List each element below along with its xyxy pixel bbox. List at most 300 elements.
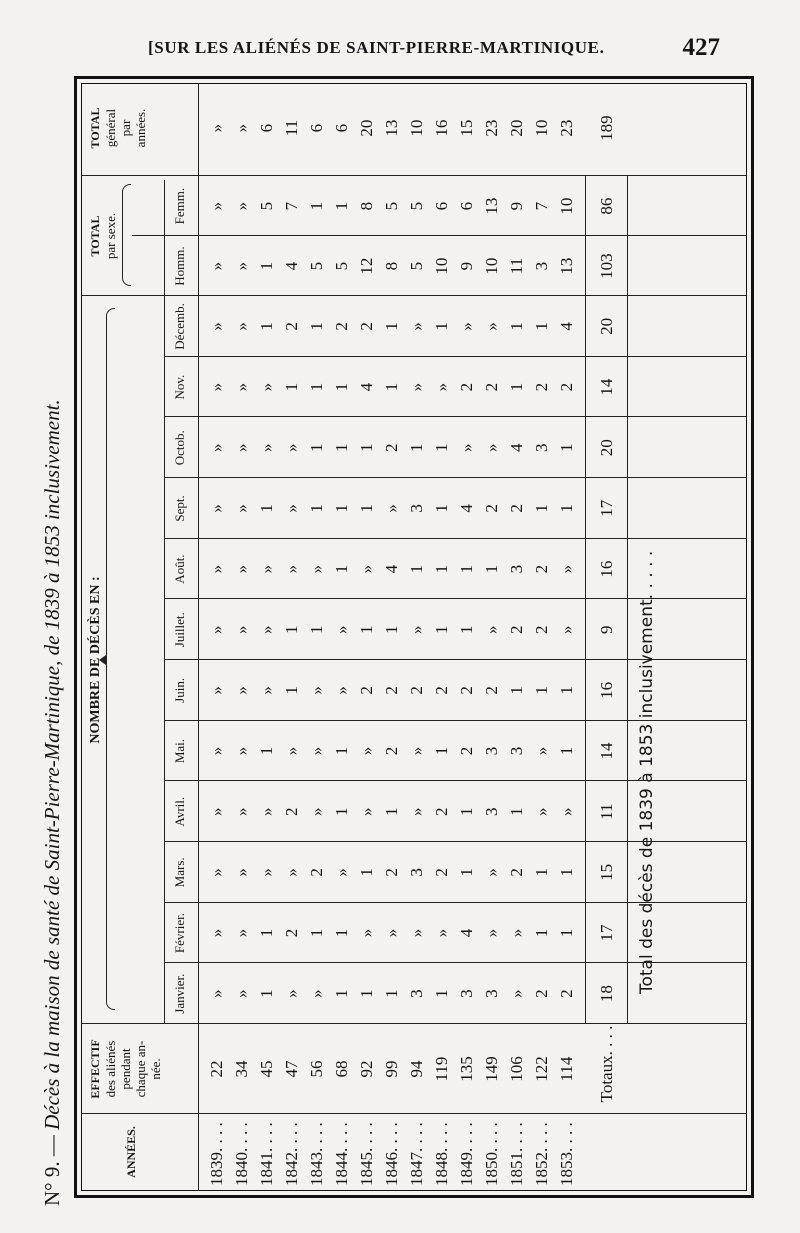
cell-month: 2 — [432, 807, 451, 816]
cell-month: 2 — [282, 928, 301, 938]
cell-year: 1848. . . . — [432, 1122, 451, 1186]
cell-month: » — [282, 746, 301, 756]
cell-femm: 5 — [382, 201, 401, 211]
total-month: 14 — [597, 742, 616, 760]
cell-month: » — [257, 686, 276, 695]
cell-month: » — [332, 625, 351, 634]
cell-effectif: 34 — [232, 1060, 251, 1078]
cell-month: 3 — [407, 504, 426, 513]
cell-month: » — [207, 989, 226, 998]
header-sex-line: TOTAL — [88, 215, 102, 257]
cell-month: 1 — [282, 686, 301, 695]
cell-femm: 7 — [282, 201, 301, 211]
cell-femm: 13 — [482, 197, 501, 215]
header-total-line: années. — [133, 108, 148, 148]
total-month: 9 — [597, 625, 616, 634]
table-frame — [74, 76, 754, 1198]
cell-month: » — [482, 928, 501, 938]
cell-year: 1842. . . . — [282, 1122, 301, 1186]
table-number: N° 9. — — [40, 1135, 64, 1206]
cell-month: 2 — [532, 625, 551, 634]
cell-total: » — [232, 123, 251, 133]
cell-month: 1 — [307, 322, 326, 331]
cell-month: 1 — [307, 382, 326, 392]
cell-month: 2 — [457, 686, 476, 695]
total-month: 16 — [597, 681, 616, 699]
cell-month: » — [532, 807, 551, 816]
total-month: 11 — [597, 803, 616, 820]
cell-month: 2 — [507, 868, 526, 877]
table-grid — [81, 83, 747, 1191]
cell-month: 1 — [307, 504, 326, 513]
cell-month: 1 — [382, 989, 401, 998]
cell-total: 6 — [332, 123, 351, 133]
total-month: 17 — [597, 924, 616, 942]
cell-homm: 13 — [557, 257, 576, 275]
cell-year: 1843. . . . — [307, 1122, 326, 1186]
cell-month: » — [232, 443, 251, 452]
cell-month: » — [357, 928, 376, 938]
cell-month: 1 — [457, 564, 476, 574]
total-femm: 86 — [597, 197, 616, 215]
cell-month: » — [232, 807, 251, 816]
header-sex-group — [88, 176, 118, 296]
cell-month: 1 — [257, 989, 276, 998]
cell-month: » — [557, 564, 576, 574]
cell-month: » — [282, 564, 301, 574]
table-row — [379, 80, 404, 1190]
cell-month: » — [207, 564, 226, 574]
cell-month: 3 — [457, 989, 476, 998]
cell-month: » — [332, 686, 351, 695]
cell-month: 4 — [457, 504, 476, 513]
cell-month: 3 — [532, 443, 551, 452]
cell-month: 3 — [482, 807, 501, 816]
cell-total: 15 — [457, 119, 476, 137]
cell-month: » — [482, 443, 501, 452]
cell-month: 2 — [307, 868, 326, 877]
cell-month: 3 — [507, 746, 526, 756]
header-sex-brace — [122, 184, 131, 286]
cell-month: » — [232, 382, 251, 392]
cell-month: 1 — [532, 686, 551, 695]
cell-month: » — [207, 382, 226, 392]
header-month-1: Février. — [172, 912, 187, 954]
cell-year: 1845. . . . — [357, 1122, 376, 1186]
totals-row — [589, 80, 625, 1190]
cell-month: 1 — [457, 807, 476, 816]
grand-total-note: Total des décès de 1839 à 1853 inclusivement. . . . . — [637, 550, 657, 994]
header-month-10: Nov. — [172, 374, 187, 400]
cell-month: » — [207, 625, 226, 634]
grand-total: 189 — [597, 115, 616, 141]
cell-month: 1 — [282, 382, 301, 392]
cell-month: 1 — [357, 625, 376, 634]
cell-effectif: 114 — [557, 1056, 576, 1082]
cell-month: 3 — [482, 746, 501, 756]
cell-month: » — [207, 746, 226, 756]
cell-month: » — [407, 382, 426, 392]
cell-effectif: 135 — [457, 1056, 476, 1082]
cell-month: » — [407, 928, 426, 938]
cell-month: » — [307, 564, 326, 574]
cell-month: 2 — [482, 382, 501, 392]
cell-month: » — [307, 989, 326, 998]
cell-month: 1 — [457, 625, 476, 634]
cell-year: 1847. . . . — [407, 1122, 426, 1186]
cell-month: 2 — [357, 322, 376, 331]
header-month-4: Mai. — [172, 738, 187, 764]
total-month: 20 — [597, 439, 616, 457]
cell-month: » — [232, 989, 251, 998]
cell-total: 6 — [307, 123, 326, 133]
cell-month: 1 — [457, 868, 476, 877]
cell-effectif: 47 — [282, 1060, 301, 1078]
cell-month: » — [432, 928, 451, 938]
cell-month: 1 — [557, 443, 576, 452]
cell-effectif: 92 — [357, 1060, 376, 1078]
cell-month: » — [532, 746, 551, 756]
cell-homm: 3 — [532, 261, 551, 271]
cell-month: 2 — [332, 322, 351, 331]
cell-month: 1 — [332, 746, 351, 756]
cell-month: 1 — [532, 928, 551, 938]
cell-month: 1 — [507, 807, 526, 816]
cell-month: » — [257, 564, 276, 574]
header-total-line: par — [118, 119, 133, 137]
cell-year: 1839. . . . — [207, 1122, 226, 1186]
header-month-5: Juin. — [172, 677, 187, 703]
table-row — [279, 80, 304, 1190]
total-month: 17 — [597, 499, 616, 517]
header-effectif-line: née. — [148, 1058, 163, 1080]
header-total-general — [88, 80, 148, 176]
cell-homm: 5 — [307, 261, 326, 271]
cell-femm: 1 — [307, 201, 326, 211]
cell-month: 1 — [257, 928, 276, 938]
header-sex-1: Femm. — [172, 187, 187, 225]
cell-month: 1 — [557, 868, 576, 877]
cell-femm: 6 — [432, 201, 451, 211]
cell-month: » — [457, 443, 476, 452]
cell-month: » — [257, 382, 276, 392]
cell-month: 1 — [332, 504, 351, 513]
table-title-text: Décès à la maison de santé de Saint-Pierre-Martinique, de 1839 à 1853 inclusivement. — [40, 399, 64, 1130]
cell-month: 2 — [557, 382, 576, 392]
cell-femm: 7 — [532, 201, 551, 211]
cell-month: 3 — [407, 989, 426, 998]
total-homm: 103 — [597, 253, 616, 279]
cell-month: 3 — [507, 564, 526, 574]
cell-month: 2 — [357, 686, 376, 695]
cell-month: 1 — [332, 807, 351, 816]
cell-month: » — [307, 746, 326, 756]
cell-month: 1 — [282, 625, 301, 634]
cell-month: » — [232, 322, 251, 331]
cell-month: 1 — [332, 989, 351, 998]
cell-month: 1 — [507, 686, 526, 695]
cell-month: » — [207, 928, 226, 938]
cell-month: 2 — [432, 686, 451, 695]
cell-month: 1 — [557, 686, 576, 695]
cell-month: 1 — [557, 504, 576, 513]
cell-month: 1 — [257, 504, 276, 513]
cell-total: 23 — [557, 119, 576, 137]
cell-month: » — [457, 322, 476, 331]
cell-month: » — [482, 322, 501, 331]
cell-homm: 1 — [257, 261, 276, 271]
header-effectif-line: chaque an- — [133, 1040, 148, 1098]
cell-homm: 4 — [282, 261, 301, 271]
cell-month: » — [282, 868, 301, 877]
cell-month: 1 — [507, 322, 526, 331]
rotated-table — [36, 66, 766, 1206]
cell-month: 1 — [507, 382, 526, 392]
cell-month: » — [307, 686, 326, 695]
cell-month: 2 — [557, 989, 576, 998]
cell-month: 1 — [357, 868, 376, 877]
cell-month: 1 — [257, 746, 276, 756]
cell-month: 1 — [432, 443, 451, 452]
cell-month: 1 — [432, 564, 451, 574]
cell-month: » — [257, 807, 276, 816]
cell-month: 1 — [432, 746, 451, 756]
cell-effectif: 45 — [257, 1060, 276, 1078]
cell-month: 1 — [357, 443, 376, 452]
cell-effectif: 149 — [482, 1056, 501, 1082]
cell-total: 10 — [532, 119, 551, 137]
table-row — [229, 80, 254, 1190]
cell-month: 2 — [382, 746, 401, 756]
cell-month: » — [232, 625, 251, 634]
cell-month: 1 — [407, 443, 426, 452]
cell-month: 1 — [307, 928, 326, 938]
cell-total: 23 — [482, 119, 501, 137]
table-row — [429, 80, 454, 1190]
cell-month: » — [407, 322, 426, 331]
cell-month: » — [357, 746, 376, 756]
header-sex-line: par sexe. — [103, 212, 118, 260]
header-month-8: Sept. — [172, 495, 187, 522]
cell-month: 1 — [382, 625, 401, 634]
cell-month: 1 — [557, 746, 576, 756]
cell-month: » — [207, 443, 226, 452]
header-month-9: Octob. — [172, 430, 187, 466]
cell-month: 3 — [482, 989, 501, 998]
cell-month: 1 — [307, 443, 326, 452]
total-month: 16 — [597, 560, 616, 578]
cell-total: » — [207, 123, 226, 133]
cell-total: 20 — [357, 119, 376, 137]
page-header — [148, 32, 720, 66]
cell-month: » — [507, 989, 526, 998]
cell-month: 1 — [382, 322, 401, 331]
total-month: 14 — [597, 378, 616, 396]
cell-month: » — [357, 807, 376, 816]
cell-month: 1 — [332, 928, 351, 938]
cell-month: » — [407, 625, 426, 634]
cell-year: 1840. . . . — [232, 1122, 251, 1186]
cell-year: 1850. . . . — [482, 1122, 501, 1186]
cell-homm: 9 — [457, 261, 476, 271]
cell-month: » — [207, 322, 226, 331]
cell-effectif: 94 — [407, 1060, 426, 1078]
cell-year: 1844. . . . — [332, 1122, 351, 1186]
header-sex-0: Homm. — [172, 246, 187, 286]
header-total-line: TOTAL — [88, 107, 102, 149]
header-divider — [198, 84, 199, 1190]
cell-year: 1852. . . . — [532, 1122, 551, 1186]
cell-month: » — [232, 686, 251, 695]
page-number: 427 — [682, 34, 720, 61]
cell-month: » — [307, 807, 326, 816]
cell-total: 11 — [282, 119, 301, 137]
table-row — [554, 80, 579, 1190]
table-row — [204, 80, 229, 1190]
cell-month: 2 — [407, 686, 426, 695]
cell-effectif: 99 — [382, 1060, 401, 1078]
cell-month: 1 — [332, 443, 351, 452]
cell-month: 1 — [432, 989, 451, 998]
cell-month: 1 — [357, 504, 376, 513]
cell-month: » — [207, 686, 226, 695]
cell-month: 1 — [407, 564, 426, 574]
cell-month: 1 — [432, 504, 451, 513]
cell-month: 2 — [282, 322, 301, 331]
header-month-11: Décemb. — [172, 303, 187, 350]
cell-month: » — [232, 564, 251, 574]
cell-month: 1 — [532, 322, 551, 331]
cell-month: » — [282, 443, 301, 452]
cell-month: » — [207, 504, 226, 513]
cell-month: 2 — [382, 443, 401, 452]
cell-femm: 5 — [257, 201, 276, 211]
cell-femm: 1 — [332, 201, 351, 211]
cell-month: 2 — [432, 868, 451, 877]
cell-month: » — [482, 868, 501, 877]
table-row — [454, 80, 479, 1190]
cell-month: » — [557, 807, 576, 816]
cell-month: 1 — [382, 382, 401, 392]
subheader-divider — [164, 180, 165, 1024]
cell-month: 4 — [557, 322, 576, 331]
cell-month: 1 — [532, 868, 551, 877]
header-total-line: général — [103, 108, 118, 148]
cell-month: » — [432, 382, 451, 392]
header-month-6: Juillet. — [172, 612, 187, 648]
cell-month: 2 — [457, 382, 476, 392]
table-row — [529, 80, 554, 1190]
totals-divider — [585, 176, 586, 1024]
total-month: 18 — [597, 985, 616, 1003]
cell-femm: » — [207, 201, 226, 211]
cell-month: 3 — [407, 868, 426, 877]
cell-month: » — [282, 504, 301, 513]
rotated-table-region — [36, 66, 766, 1206]
total-month: 15 — [597, 863, 616, 881]
header-deaths-brace-tip — [99, 655, 106, 665]
cell-effectif: 56 — [307, 1060, 326, 1078]
cell-year: 1851. . . . — [507, 1122, 526, 1186]
cell-year: 1849. . . . — [457, 1122, 476, 1186]
cell-month: » — [207, 807, 226, 816]
cell-month: 4 — [382, 564, 401, 574]
cell-femm: 5 — [407, 201, 426, 211]
cell-month: 1 — [382, 807, 401, 816]
header-effectif — [88, 1024, 163, 1114]
cell-month: » — [507, 928, 526, 938]
cell-month: 1 — [307, 625, 326, 634]
cell-month: 2 — [482, 686, 501, 695]
cell-effectif: 119 — [432, 1056, 451, 1082]
cell-month: 1 — [482, 564, 501, 574]
cell-homm: 12 — [357, 257, 376, 275]
header-effectif-line: des aliénés — [103, 1040, 118, 1098]
cell-total: 16 — [432, 119, 451, 137]
cell-year: 1846. . . . — [382, 1122, 401, 1186]
cell-total: 6 — [257, 123, 276, 133]
cell-month: 1 — [332, 564, 351, 574]
cell-month: » — [207, 868, 226, 877]
table-row — [479, 80, 504, 1190]
cell-homm: 10 — [432, 257, 451, 275]
cell-year: 1841. . . . — [257, 1122, 276, 1186]
cell-month: » — [232, 928, 251, 938]
header-month-7: Août. — [172, 554, 187, 584]
cell-month: 4 — [457, 928, 476, 938]
cell-month: 2 — [532, 382, 551, 392]
header-deaths-group: NOMBRE DE DÉCÈS EN : — [88, 576, 103, 744]
cell-homm: » — [207, 261, 226, 271]
cell-homm: 10 — [482, 257, 501, 275]
cell-month: 1 — [332, 382, 351, 392]
grand-total-divider — [627, 176, 628, 1024]
header-month-3: Avril. — [172, 796, 187, 827]
cell-month: 4 — [507, 443, 526, 452]
cell-month: 2 — [282, 807, 301, 816]
table-title — [40, 66, 74, 1206]
cell-femm: » — [232, 201, 251, 211]
cell-total: 13 — [382, 119, 401, 137]
cell-femm: 6 — [457, 201, 476, 211]
cell-month: 1 — [532, 504, 551, 513]
cell-month: 2 — [507, 504, 526, 513]
table-row — [404, 80, 429, 1190]
header-month-2: Mars. — [172, 857, 187, 888]
table-row — [304, 80, 329, 1190]
cell-month: 2 — [382, 868, 401, 877]
cell-month: 2 — [532, 564, 551, 574]
cell-month: 2 — [482, 504, 501, 513]
cell-month: » — [332, 868, 351, 877]
cell-month: 1 — [257, 322, 276, 331]
cell-effectif: 22 — [207, 1060, 226, 1078]
cell-effectif: 122 — [532, 1056, 551, 1082]
cell-homm: 8 — [382, 261, 401, 271]
cell-month: » — [257, 443, 276, 452]
cell-month: » — [232, 504, 251, 513]
header-month-0: Janvier. — [172, 973, 187, 1014]
cell-month: » — [232, 868, 251, 877]
cell-month: 2 — [507, 625, 526, 634]
header-years: ANNÉES. — [124, 1126, 138, 1178]
cell-month: 2 — [382, 686, 401, 695]
cell-homm: 5 — [407, 261, 426, 271]
cell-year: 1853. . . . — [557, 1122, 576, 1186]
cell-effectif: 106 — [507, 1056, 526, 1082]
cell-month: » — [407, 746, 426, 756]
cell-month: » — [407, 807, 426, 816]
